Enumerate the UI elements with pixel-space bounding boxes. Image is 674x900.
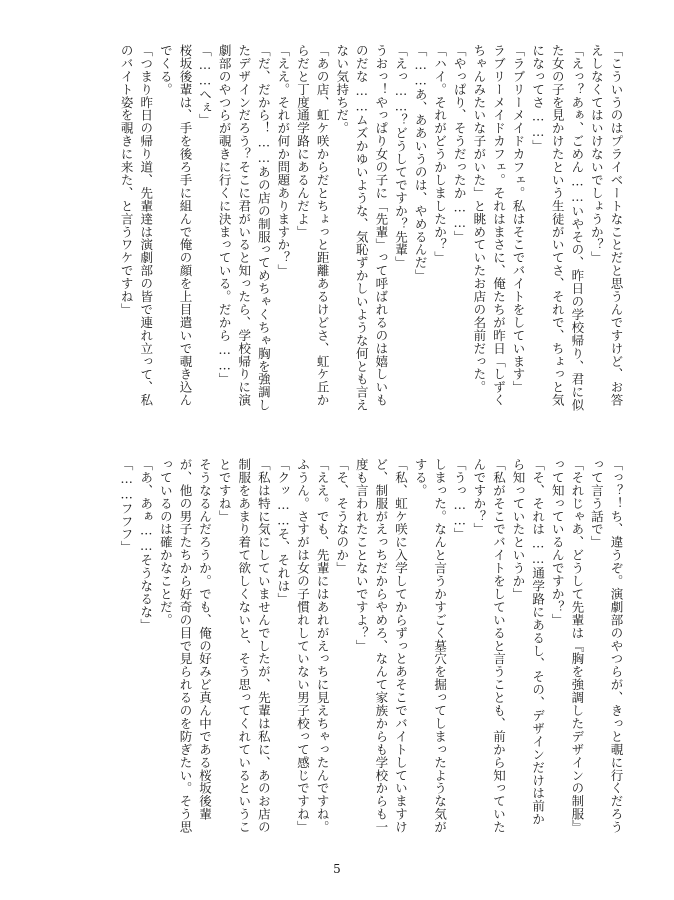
paragraph: そうなるんだろうか。でも、俺の好みど真ん中である桜坂後輩が、他の男子たちから好奇の目で見られるのを防ぎたい。そう思っているのは確かなことだ。: [158, 458, 213, 834]
paragraph: 「やっぱり、そうだったか……」: [452, 44, 468, 244]
paragraph: 「こういうのはプライベートなことだと思うんですけど、お答えしなくてはいけないでしょうか？」: [589, 44, 624, 407]
paragraph: 「……あ、ああいうのは、やめるんだ」: [413, 44, 429, 283]
paragraph: 「そ、それは……通学路にあるし、その、デザインだけは前から知っていたというか」: [511, 458, 546, 826]
paragraph: 「つまり昨日の帰り道、先輩達は演劇部の皆で連れ立って、私のバイト姿を覗きに来た、と言うワケですね」: [119, 44, 154, 407]
paragraph: 「そ、そうなのか」: [334, 458, 350, 575]
paragraph: 「あの店、虹ケ咲からだとちょっと距離あるけどさ、虹ケ丘からだと丁度通学路にあるんだよ」: [295, 44, 331, 407]
paragraph: 「それじゃあ、どうして先輩は『胸を強調したデザインの制服』って知っているんですか？」: [550, 458, 585, 834]
paragraph: 「うっ……」: [452, 458, 468, 541]
paragraph: ラブリーメイドカフェ。それはまさに、俺たちが昨日「しずくちゃんみたいな子がいた」と眺めていたお店の名前だった。: [471, 44, 507, 407]
paragraph: 「ラブリーメイドカフェ。私はそこでバイトをしています」: [511, 44, 527, 394]
paragraph: 「クッ……そ、それは」: [275, 458, 291, 606]
paragraph: 「っ？！ち、違うぞ。演劇部のやつらが、きっと覗に行くだろうって言う話で」: [589, 458, 624, 834]
paragraph: 「……フフフ」: [119, 458, 135, 554]
paragraph: 「……へぇ」: [197, 44, 213, 127]
paragraph: 「だ、だから！……あの店の制服ってめちゃくちゃ胸を強調したデザインだろう？そこに君がいると知ったら、学校帰りに演劇部のやつらが覗きに行くに決まっている。だから……」: [217, 44, 272, 412]
paragraph: うおっ！やっぱり女の子に「先輩」って呼ばれるのは嬉しいものだな……ムズかゆいような、気恥ずかしいような何とも言えない気持ちだ。: [334, 44, 389, 412]
paragraph: 「私、虹ケ咲に入学してからずっとあそこでバイトしていますけど、制服がえっちだからやめろ、なんて家族からも学校からも一度も言われたことないですよ？」: [354, 458, 409, 834]
paragraph: 「私は特に気にしていませんでしたが、先輩は私に、あのお店の制服をあまり着て欲しくないと、そう思ってくれているということですね」: [217, 458, 272, 834]
paragraph: しまった。なんと言うかすごく墓穴を掘ってしまったような気がする。: [413, 458, 448, 834]
page-number: 5: [333, 862, 341, 876]
upper-text-block: [46, 44, 626, 419]
paragraph: 「ええ。それが何か問題ありますか？」: [275, 44, 291, 278]
paragraph: 「えっ……？どうしてですか？先輩」: [393, 44, 409, 270]
paragraph: 「ええ。でも、先輩にはあれがえっちに見えちゃったんですね。ふうん。さすがは女の子慣れしていない男子校って感じですね」: [295, 458, 331, 834]
paragraph: 「えっ？あぁ、ごめん……いやその、昨日の学校帰り、君に似た女の子を見かけたという生徒がいてさ、それで、ちょっと気になってさ……」: [530, 44, 585, 412]
paragraph: 「ハイ。それがどうかしましたか？」: [432, 44, 448, 265]
paragraph: 「あ、あぁ……そうなるな」: [138, 458, 154, 632]
paragraph: 「私がそこでバイトをしていると言うことも、前から知っていたんですか？」: [471, 458, 507, 834]
paragraph: 桜坂後輩は、手を後ろ手に組んで俺の顔を上目遣いで覗き込んでくる。: [158, 44, 193, 407]
lower-text-block: [46, 458, 626, 838]
